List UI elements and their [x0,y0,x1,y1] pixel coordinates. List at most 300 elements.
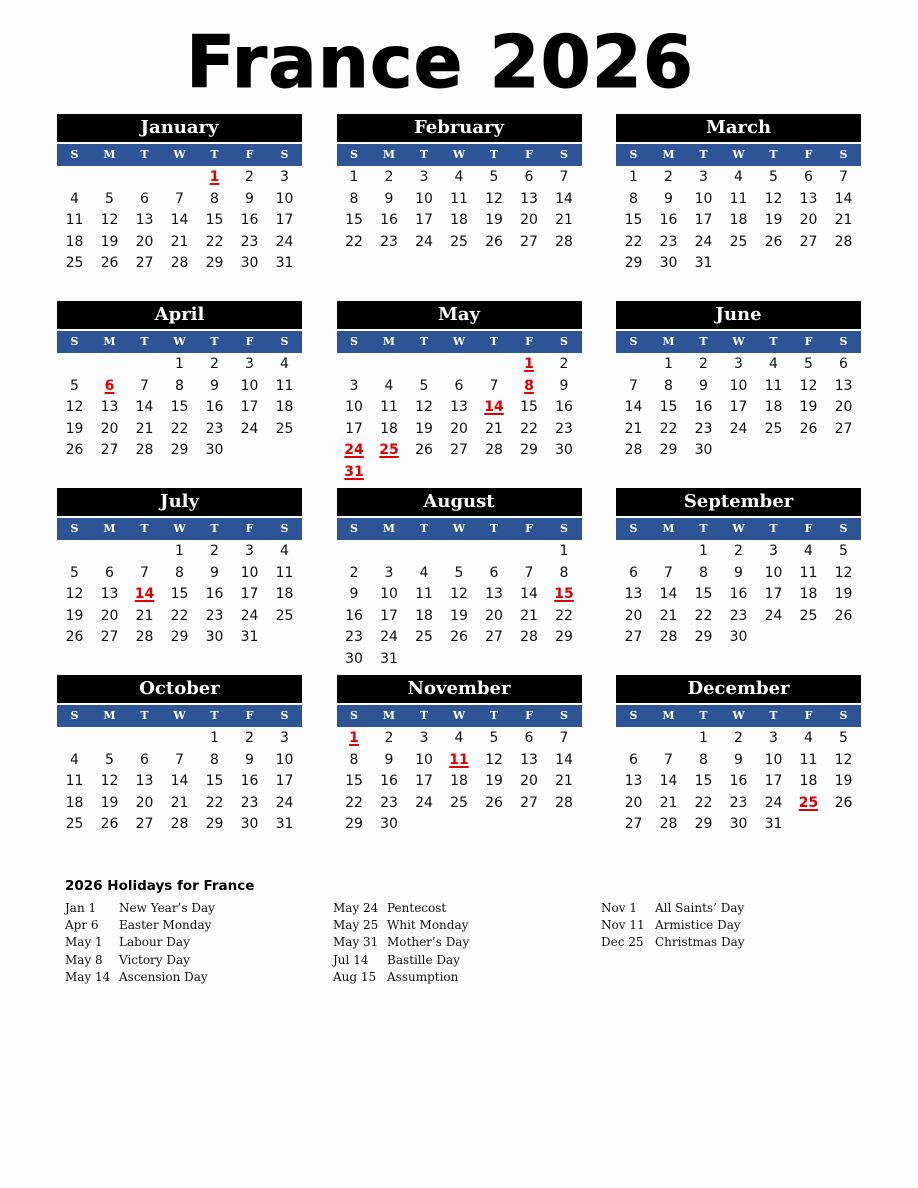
weekday-header [616,331,861,353]
holiday-list-column-2 [333,900,469,986]
holiday-day: 14 [134,586,155,603]
day-cell: 17 [380,607,398,624]
day-cell: 20 [450,420,468,437]
weekday-label: F [804,148,813,161]
day-cell: 12 [799,377,818,394]
day-cell: 9 [245,751,254,768]
day-grid [57,167,302,275]
month-april [57,301,302,462]
holiday-entry [65,934,215,951]
weekday-label: T [419,709,429,722]
day-cell: 9 [384,190,394,207]
day-cell: 18 [450,212,468,229]
day-cell: 5 [70,564,79,581]
day-cell: 6 [629,751,638,768]
holiday-name: Easter Monday [119,918,212,933]
weekday-label: T [699,148,708,161]
day-cell: 23 [240,794,259,811]
day-cell: 10 [275,751,294,768]
weekday-label: S [70,148,79,161]
weekday-label: W [173,148,186,161]
day-cell: 11 [65,212,84,229]
weekday-label: S [280,148,289,161]
day-cell: 11 [415,586,433,603]
holiday-name: All Saints’ Day [655,901,745,915]
day-cell: 27 [520,794,538,811]
day-cell: 28 [555,794,573,811]
day-cell: 17 [415,773,433,790]
day-cell: 25 [65,816,84,833]
weekday-label: M [662,148,675,161]
day-cell: 10 [345,399,363,416]
day-cell: 23 [729,794,748,811]
day-cell: 13 [520,190,538,207]
day-cell: 20 [799,212,818,229]
empty-cell [92,541,127,563]
holiday-day: 24 [344,442,364,459]
day-cell: 30 [729,629,748,646]
day-cell: 19 [485,212,503,229]
empty-cell [616,354,651,376]
day-cell: 8 [699,751,708,768]
day-cell: 7 [664,751,673,768]
day-cell: 8 [349,190,359,207]
holiday-list-column-3 [601,900,745,952]
day-cell: 31 [240,629,259,646]
empty-cell [337,541,372,563]
weekday-header [616,518,861,540]
holiday-day: 1 [349,730,359,746]
day-cell: 21 [659,794,678,811]
holiday-name: Assumption [387,969,459,984]
weekday-label: S [560,709,568,722]
day-cell: 6 [629,564,638,581]
day-cell: 13 [520,751,538,768]
weekday-label: F [804,335,813,348]
holiday-date: Dec 25 [601,935,644,950]
holiday-entry [601,900,745,917]
day-cell: 23 [380,794,398,811]
holiday-name: Pentecost [387,901,447,915]
day-cell: 24 [380,629,398,646]
day-cell: 20 [520,212,538,229]
day-cell: 10 [764,564,783,581]
weekday-label: S [70,709,79,722]
day-cell: 23 [205,607,224,624]
day-cell: 27 [135,255,154,272]
day-cell: 11 [799,751,818,768]
weekday-label: S [350,709,358,722]
weekday-label: S [350,148,358,161]
empty-cell [127,541,162,563]
day-cell: 8 [629,190,638,207]
day-cell: 17 [275,773,294,790]
day-cell: 19 [799,399,818,416]
day-cell: 17 [345,420,363,437]
holiday-date: Jan 1 [65,901,97,915]
day-cell: 4 [804,730,813,746]
day-cell: 25 [729,233,748,250]
day-cell: 31 [275,255,294,272]
day-grid [57,728,302,836]
day-cell: 20 [485,607,503,624]
day-cell: 12 [100,212,119,229]
weekday-label: S [70,522,79,535]
day-cell: 11 [729,190,748,207]
day-cell: 17 [240,586,259,603]
day-cell: 27 [520,233,538,250]
day-cell: 27 [834,420,853,437]
day-cell: 29 [345,816,363,833]
day-cell: 28 [659,816,678,833]
day-cell: 12 [485,190,503,207]
day-cell: 23 [205,420,224,437]
day-cell: 12 [100,773,119,790]
day-cell: 15 [205,212,224,229]
day-cell: 2 [664,169,673,185]
day-cell: 20 [135,233,154,250]
day-cell: 29 [205,816,224,833]
holiday-day: 11 [449,751,469,768]
page-title: France 2026 [186,20,694,104]
weekday-header [337,331,582,353]
holiday-name: Ascension Day [119,969,208,984]
day-cell: 18 [275,399,294,416]
day-cell: 4 [769,356,778,372]
weekday-label: T [419,148,429,161]
day-cell: 3 [384,564,394,581]
day-cell: 6 [140,751,149,768]
weekday-label: S [280,335,289,348]
day-cell: 26 [100,816,119,833]
day-cell: 31 [380,650,398,667]
day-cell: 4 [70,190,79,207]
day-cell: 24 [275,233,294,250]
weekday-header [616,705,861,727]
day-cell: 30 [729,816,748,833]
day-cell: 2 [734,730,743,746]
day-cell: 24 [240,607,259,624]
day-cell: 21 [135,607,154,624]
weekday-label: S [629,709,638,722]
weekday-label: T [210,709,219,722]
day-cell: 8 [210,751,219,768]
day-cell: 9 [210,564,219,581]
weekday-label: S [839,335,848,348]
weekday-label: S [70,335,79,348]
day-cell: 24 [694,233,713,250]
day-cell: 21 [135,420,154,437]
day-grid [616,167,861,275]
empty-cell [651,541,686,563]
day-cell: 3 [769,730,778,746]
day-cell: 21 [485,420,503,437]
holiday-day: 31 [344,463,364,480]
weekday-label: M [382,148,396,161]
day-cell: 14 [659,586,678,603]
day-cell: 1 [210,730,219,746]
day-cell: 30 [380,816,398,833]
day-cell: 29 [170,629,189,646]
day-cell: 7 [559,169,569,185]
day-cell: 21 [659,607,678,624]
day-cell: 17 [729,399,748,416]
holiday-name: Mother’s Day [387,935,470,950]
day-cell: 15 [345,212,363,229]
empty-cell [372,541,407,563]
weekday-label: W [732,522,745,535]
day-cell: 10 [275,190,294,207]
day-cell: 15 [520,399,538,416]
day-cell: 10 [764,751,783,768]
empty-cell [651,728,686,750]
month-title: July [57,488,302,516]
day-cell: 11 [764,377,783,394]
day-cell: 15 [659,399,678,416]
day-cell: 7 [175,751,184,768]
empty-cell [407,541,442,563]
day-cell: 14 [555,751,573,768]
day-cell: 10 [694,190,713,207]
month-title: October [57,675,302,703]
day-cell: 29 [659,442,678,459]
weekday-label: T [140,148,149,161]
empty-cell [442,354,477,376]
day-cell: 15 [345,773,363,790]
day-cell: 2 [699,356,708,372]
weekday-header [337,144,582,166]
day-grid [616,728,861,836]
day-cell: 15 [170,586,189,603]
day-cell: 16 [729,773,748,790]
month-january [57,114,302,275]
day-cell: 7 [140,564,149,581]
day-cell: 2 [210,356,219,372]
holiday-date: Nov 1 [601,901,637,915]
day-cell: 26 [764,233,783,250]
day-cell: 16 [240,773,259,790]
day-cell: 30 [555,442,573,459]
day-cell: 15 [694,586,713,603]
day-cell: 12 [65,399,84,416]
day-cell: 31 [275,816,294,833]
day-cell: 17 [415,212,433,229]
empty-cell [477,541,512,563]
holiday-entry [333,969,469,986]
day-cell: 19 [834,586,853,603]
day-cell: 11 [275,564,294,581]
holiday-list-column-1 [65,900,215,986]
day-cell: 28 [135,629,154,646]
day-cell: 7 [629,377,638,394]
day-cell: 6 [839,356,848,372]
weekday-label: F [245,335,254,348]
day-cell: 27 [624,629,643,646]
empty-cell [127,167,162,189]
day-cell: 26 [100,255,119,272]
day-cell: 3 [419,169,429,185]
day-cell: 21 [555,773,573,790]
day-grid [57,354,302,462]
empty-cell [92,167,127,189]
day-cell: 25 [450,794,468,811]
day-grid [337,541,582,671]
day-cell: 9 [210,377,219,394]
day-cell: 26 [485,233,503,250]
day-cell: 3 [245,543,254,559]
weekday-label: T [699,522,708,535]
day-cell: 5 [489,169,499,185]
holiday-day: 1 [524,356,534,372]
day-cell: 2 [734,543,743,559]
day-cell: 12 [450,586,468,603]
day-cell: 21 [170,794,189,811]
month-march [616,114,861,275]
day-cell: 3 [699,169,708,185]
weekday-header [616,144,861,166]
weekday-label: S [350,335,358,348]
day-cell: 1 [664,356,673,372]
month-september [616,488,861,649]
day-cell: 19 [415,420,433,437]
empty-cell [57,354,92,376]
day-cell: 28 [624,442,643,459]
day-cell: 7 [524,564,534,581]
day-cell: 22 [694,794,713,811]
day-cell: 24 [275,794,294,811]
empty-cell [57,728,92,750]
month-title: March [616,114,861,142]
day-cell: 21 [834,212,853,229]
weekday-label: W [173,709,186,722]
day-cell: 29 [205,255,224,272]
day-cell: 30 [240,816,259,833]
weekday-label: F [525,335,533,348]
holiday-date: Nov 11 [601,918,645,933]
weekday-label: W [732,335,745,348]
month-title: April [57,301,302,329]
day-cell: 19 [65,607,84,624]
day-cell: 30 [694,442,713,459]
day-cell: 9 [664,190,673,207]
day-cell: 1 [175,543,184,559]
day-cell: 8 [559,564,569,581]
holiday-day: 15 [554,586,574,603]
day-cell: 17 [764,586,783,603]
weekday-header [337,705,582,727]
day-cell: 15 [170,399,189,416]
day-cell: 9 [734,564,743,581]
empty-cell [162,728,197,750]
day-cell: 16 [345,607,363,624]
day-cell: 5 [804,356,813,372]
day-cell: 23 [659,233,678,250]
month-may [337,301,582,484]
empty-cell [616,541,651,563]
day-cell: 16 [555,399,573,416]
day-cell: 24 [240,420,259,437]
day-cell: 21 [520,607,538,624]
day-cell: 13 [799,190,818,207]
weekday-label: S [560,335,568,348]
weekday-header [57,331,302,353]
day-cell: 14 [555,190,573,207]
day-cell: 10 [415,190,433,207]
day-cell: 28 [659,629,678,646]
day-cell: 8 [210,190,219,207]
holiday-date: Aug 15 [333,969,377,984]
weekday-label: F [525,709,533,722]
weekday-label: T [210,335,219,348]
day-cell: 7 [175,190,184,207]
day-cell: 5 [839,730,848,746]
day-cell: 16 [380,212,398,229]
day-cell: 22 [624,233,643,250]
empty-cell [372,354,407,376]
month-july [57,488,302,649]
month-title: June [616,301,861,329]
day-cell: 22 [205,233,224,250]
weekday-label: T [769,709,778,722]
holiday-date: Jul 14 [333,952,369,967]
day-cell: 6 [524,169,534,185]
empty-cell [127,728,162,750]
day-cell: 9 [699,377,708,394]
holiday-day: 8 [524,377,534,394]
day-cell: 27 [450,442,468,459]
day-cell: 30 [205,442,224,459]
holiday-date: Apr 6 [65,918,99,933]
day-cell: 30 [240,255,259,272]
day-cell: 25 [415,629,433,646]
day-cell: 18 [799,773,818,790]
day-cell: 31 [764,816,783,833]
day-cell: 22 [345,233,363,250]
weekday-label: T [769,335,778,348]
weekday-label: T [489,148,499,161]
weekday-label: M [662,709,675,722]
day-cell: 6 [105,564,114,581]
empty-cell [407,354,442,376]
months-grid [57,114,861,862]
day-cell: 25 [764,420,783,437]
weekday-label: W [732,709,745,722]
weekday-header [337,518,582,540]
weekday-label: M [382,709,396,722]
day-cell: 25 [65,255,84,272]
day-cell: 13 [100,399,119,416]
day-grid [616,354,861,462]
holiday-day: 1 [209,169,220,185]
empty-cell [92,728,127,750]
day-cell: 12 [415,399,433,416]
day-cell: 9 [349,586,359,603]
weekday-label: M [103,709,116,722]
day-cell: 13 [135,773,154,790]
holiday-entry [65,969,215,986]
day-cell: 14 [659,773,678,790]
day-cell: 2 [349,564,359,581]
holiday-name: Bastille Day [387,952,460,967]
day-cell: 24 [764,794,783,811]
weekday-label: M [662,522,675,535]
day-cell: 12 [834,751,853,768]
day-cell: 3 [349,377,359,394]
day-cell: 4 [454,730,464,746]
empty-cell [512,541,547,563]
day-grid [337,167,582,253]
day-cell: 22 [345,794,363,811]
